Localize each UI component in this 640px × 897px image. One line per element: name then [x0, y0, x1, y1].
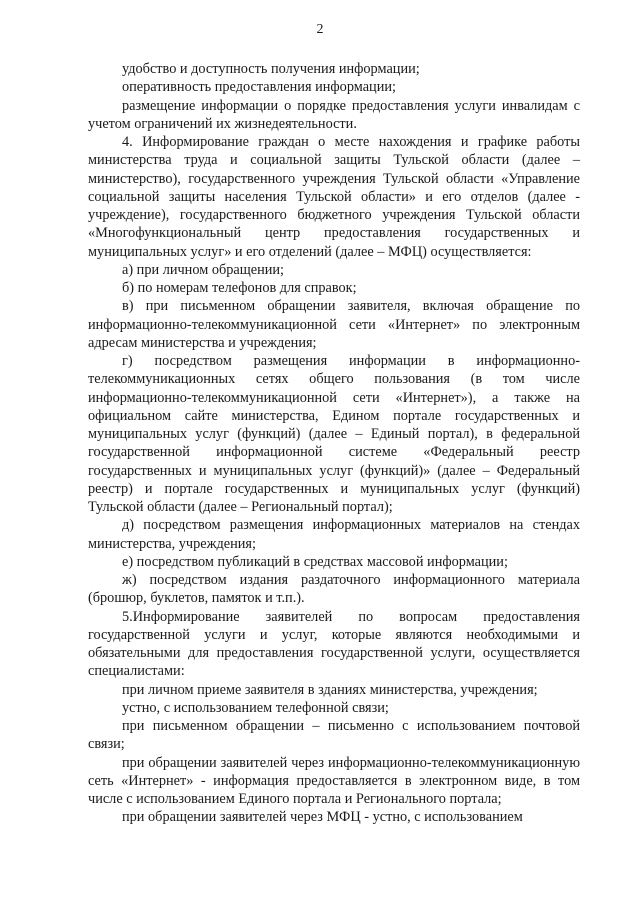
list-item: д) посредством размещения информационных материалов на стендах министерства, учреждения; — [88, 517, 580, 552]
paragraph: оперативность предоставления информации; — [122, 79, 396, 96]
list-item: б) по номерам телефонов для справок; — [122, 280, 357, 296]
list-item: при письменном обращении – письменно с использованием почтовой связи; — [88, 718, 580, 753]
paragraph: 4. Информирование граждан о месте нахождения и графике работы министерства труда и социальной защиты Тульской области (далее – министерство), государственного учреждения Тульской области «Управление социальной защиты населения Тульской области» и его отделов (далее - учреждение), государственного бюджетного учреждения Тульской области «Многофункциональный центр предоставления государственных и муниципальных услуг» и его отделений (далее – МФЦ) осуществляется: — [88, 134, 580, 260]
document-body — [88, 60, 580, 827]
list-item: г) посредством размещения информации в информационно-телекоммуникационных сетях общего пользования (в том числе информационно-телекоммуникационной сети «Интернет»), а также на официальном сайте министерства, Едином портале государственных и муниципальных услуг (функций) (далее – Единый портал), в федеральной государственной информационной системе «Федеральный реестр государственных и муниципальных услуг (функций)» (далее – Федеральный реестр) и портале государственных и муниципальных услуг (функций) Тульской области (далее – Региональный портал); — [88, 353, 580, 515]
list-item: при личном приеме заявителя в зданиях министерства, учреждения; — [122, 681, 538, 698]
list-item: ж) посредством издания раздаточного информационного материала (брошюр, буклетов, памяток и т.п.). — [88, 572, 580, 607]
list-item: устно, с использованием телефонной связи; — [122, 699, 389, 716]
list-item: при обращении заявителей через МФЦ - устно, с использованием — [122, 809, 523, 826]
paragraph: 5.Информирование заявителей по вопросам предоставления государственной услуги и услуг, которые являются необходимыми и обязательными для предоставления государственной услуги, осуществляется специалистами: — [88, 608, 580, 680]
paragraph: размещение информации о порядке предоставления услуги инвалидам с учетом ограничений их жизнедеятельности. — [88, 97, 580, 132]
list-item: е) посредством публикаций в средствах массовой информации; — [122, 553, 508, 570]
paragraph: удобство и доступность получения информации; — [122, 61, 420, 77]
page-number: 2 — [316, 22, 324, 37]
list-item: в) при письменном обращении заявителя, включая обращение по информационно-телекоммуникационной сети «Интернет» по электронным адресам министерства и учреждения; — [88, 298, 580, 351]
list-item: а) при личном обращении; — [122, 261, 285, 278]
list-item: при обращении заявителей через информационно-телекоммуникационную сеть «Интернет» - информация предоставляется в электронном виде, в том числе с использованием Единого портала и Регионального портала; — [88, 754, 580, 807]
